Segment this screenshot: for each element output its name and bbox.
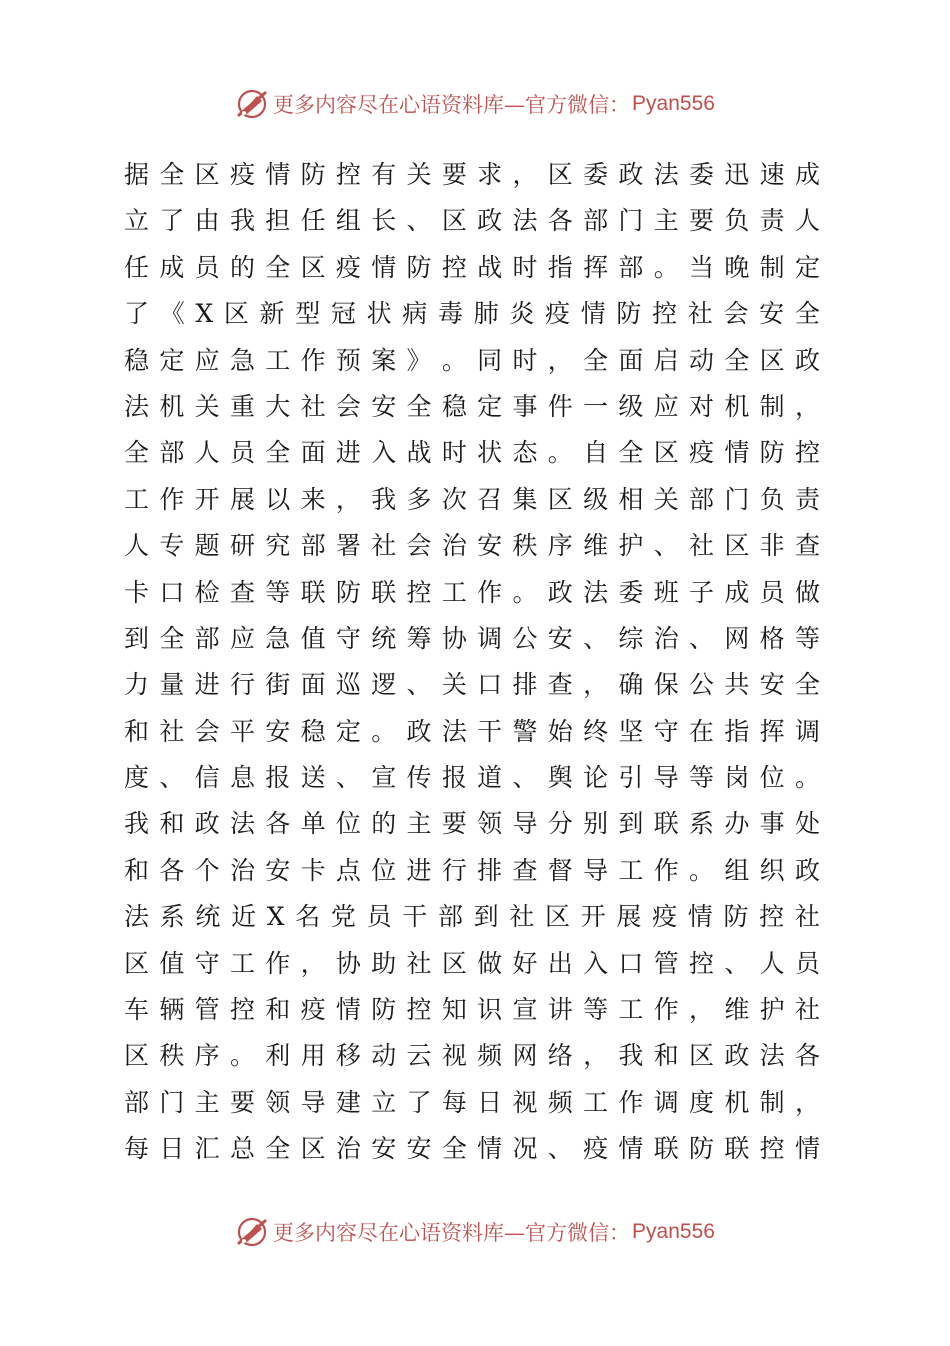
pen-logo-icon <box>235 87 269 121</box>
watermark-id: Pyan556 <box>632 1220 715 1243</box>
text-line: 车 辆 管 控 和 疫 情 防 控 知 识 宣 讲 等 工 作 ， 维 护 社 <box>124 995 820 1025</box>
text-line: 人 专 题 研 究 部 署 社 会 治 安 秩 序 维 护 、 社 区 非 查 <box>124 531 820 561</box>
text-line: 区 值 守 工 作 ， 协 助 社 区 做 好 出 入 口 管 控 、 人 员 <box>124 948 820 978</box>
header-watermark <box>0 80 950 128</box>
text-line: 工 作 开 展 以 来 ， 我 多 次 召 集 区 级 相 关 部 门 负 责 <box>124 484 820 514</box>
text-line: 据 全 区 疫 情 防 控 有 关 要 求 ， 区 委 政 法 委 迅 速 成 <box>124 160 820 189</box>
text-line: 区 秩 序 。 利 用 移 动 云 视 频 网 络 ， 我 和 区 政 法 各 <box>124 1041 820 1071</box>
text-line: 立 了 由 我 担 任 组 长 、 区 政 法 各 部 门 主 要 负 责 人 <box>124 206 820 236</box>
text-line: 卡 口 检 查 等 联 防 联 控 工 作 。 政 法 委 班 子 成 员 做 <box>124 577 820 607</box>
text-line: 了 《 X 区 新 型 冠 状 病 毒 肺 炎 疫 情 防 控 社 会 安 全 <box>124 299 820 329</box>
document-body <box>124 152 820 1173</box>
text-line: 每 日 汇 总 全 区 治 安 安 全 情 况 、 疫 情 联 防 联 控 情 <box>124 1134 820 1164</box>
text-line: 和 各 个 治 安 卡 点 位 进 行 排 查 督 导 工 作 。 组 织 政 <box>124 855 820 885</box>
text-line: 力 量 进 行 街 面 巡 逻 、 关 口 排 查 ， 确 保 公 共 安 全 <box>124 670 820 700</box>
watermark-text: 更多内容尽在心语资料库—官方微信： <box>273 93 631 117</box>
text-line: 和 社 会 平 安 稳 定 。 政 法 干 警 始 终 坚 守 在 指 挥 调 <box>124 716 820 746</box>
text-line: 部 门 主 要 领 导 建 立 了 每 日 视 频 工 作 调 度 机 制 ， <box>124 1087 820 1117</box>
text-line: 我 和 政 法 各 单 位 的 主 要 领 导 分 别 到 联 系 办 事 处 <box>124 809 820 839</box>
pen-logo-icon <box>235 1215 269 1249</box>
text-line: 任 成 员 的 全 区 疫 情 防 控 战 时 指 挥 部 。 当 晚 制 定 <box>124 252 820 282</box>
text-line: 稳 定 应 急 工 作 预 案 》 。 同 时 ， 全 面 启 动 全 区 政 <box>124 345 820 375</box>
text-line: 法 系 统 近 X 名 党 员 干 部 到 社 区 开 展 疫 情 防 控 社 <box>124 902 820 932</box>
text-line: 全 部 人 员 全 面 进 入 战 时 状 态 。 自 全 区 疫 情 防 控 <box>124 438 820 468</box>
watermark-id: Pyan556 <box>632 92 715 115</box>
watermark-text: 更多内容尽在心语资料库—官方微信： <box>273 1221 631 1245</box>
text-line: 度 、 信 息 报 送 、 宣 传 报 道 、 舆 论 引 导 等 岗 位 。 <box>124 763 820 793</box>
text-line: 法 机 关 重 大 社 会 安 全 稳 定 事 件 一 级 应 对 机 制 ， <box>124 391 820 421</box>
footer-watermark <box>0 1208 950 1256</box>
text-line: 到 全 部 应 急 值 守 统 筹 协 调 公 安 、 综 治 、 网 格 等 <box>124 623 820 653</box>
